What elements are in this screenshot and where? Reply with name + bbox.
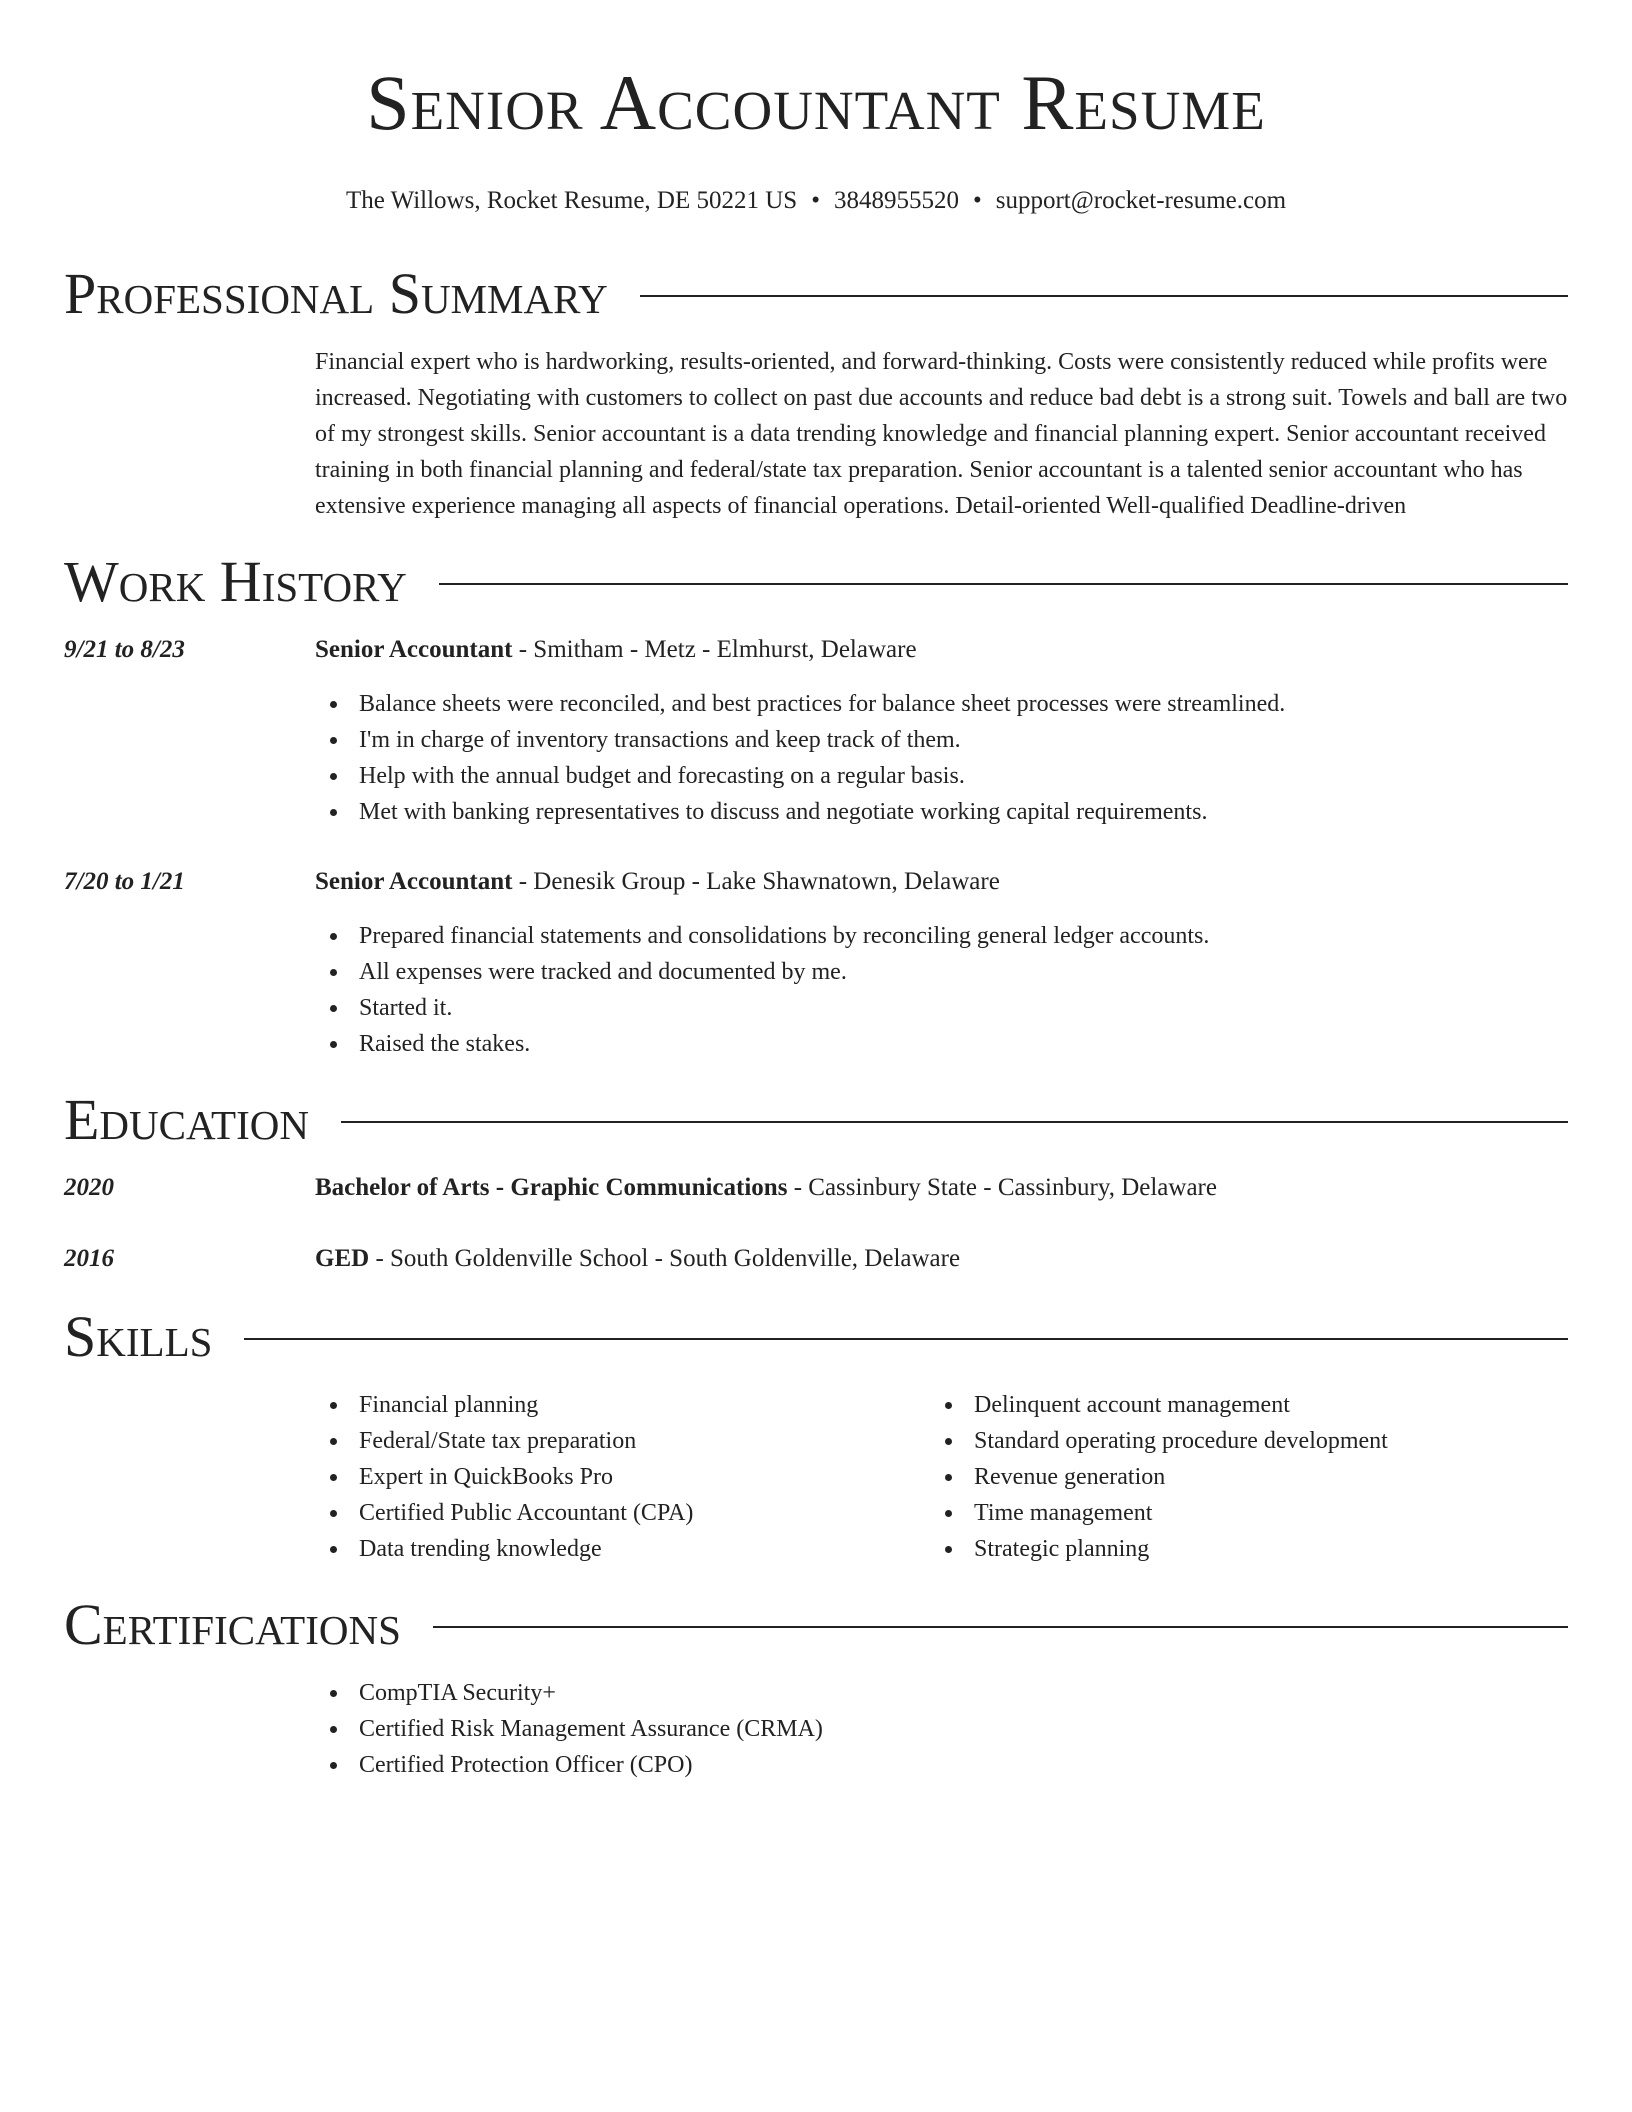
list-item: Balance sheets were reconciled, and best practices for balance sheet processes were streamlined.: [315, 686, 1568, 722]
certifications-list: [315, 1675, 1568, 1783]
list-item: Help with the annual budget and forecasting on a regular basis.: [315, 758, 1568, 794]
list-item: Expert in QuickBooks Pro: [315, 1459, 930, 1495]
certifications-spacer: [64, 1675, 315, 1783]
list-item: Prepared financial statements and consolidations by reconciling general ledger accounts.: [315, 918, 1568, 954]
job-details: - Denesik Group - Lake Shawnatown, Delaware: [512, 868, 1000, 895]
resume-title: Senior Accountant Resume: [366, 59, 1266, 146]
summary-spacer: [64, 344, 315, 524]
job-body: [315, 864, 1568, 1062]
list-item: Met with banking representatives to discuss and negotiate working capital requirements.: [315, 794, 1568, 830]
list-item: Certified Public Accountant (CPA): [315, 1495, 930, 1531]
education-entry: [64, 1241, 1568, 1277]
job-bullets: [315, 918, 1568, 1062]
certifications-heading: Certifications: [64, 1592, 401, 1657]
skills-spacer: [64, 1369, 315, 1567]
work-heading: Work History: [64, 549, 407, 614]
job-role: Senior Accountant: [315, 868, 513, 895]
list-item: Data trending knowledge: [315, 1531, 930, 1567]
certifications-section-heading: [64, 1593, 1568, 1657]
contact-phone: 3848955520: [833, 187, 959, 214]
job-bullets: [315, 686, 1568, 830]
list-item: Federal/State tax preparation: [315, 1423, 930, 1459]
education-details: - Cassinbury State - Cassinbury, Delaware: [787, 1174, 1217, 1201]
list-item: I'm in charge of inventory transactions and keep track of them.: [315, 722, 1568, 758]
summary-row: [64, 344, 1568, 524]
section-divider: [439, 583, 1568, 585]
contact-separator: •: [972, 187, 982, 214]
job-body: [315, 632, 1568, 830]
contact-separator: •: [811, 187, 820, 214]
skills-list-right: [930, 1387, 1545, 1567]
section-divider: [341, 1121, 1568, 1123]
summary-text: Financial expert who is hardworking, results-oriented, and forward-thinking. Costs were consistently reduced while profits were increased. Negotiating with customers to collect on past due accounts and reduce bad debt is a strong suit. Towels and ball are two of my strongest skills. Senior accountant is a data trending knowledge and financial planning expert. Senior accountant received training in both financial planning and federal/state tax preparation. Senior accountant is a talented senior accountant who has extensive experience managing all aspects of financial operations. Detail-oriented Well-qualified Deadline-driven: [315, 349, 1568, 519]
list-item: Standard operating procedure development: [930, 1423, 1545, 1459]
skills-list-left: [315, 1387, 930, 1567]
summary-section-heading: [64, 262, 1568, 326]
job-dates: 9/21 to 8/23: [64, 636, 185, 663]
list-item: All expenses were tracked and documented by me.: [315, 954, 1568, 990]
education-section-heading: [64, 1088, 1568, 1152]
education-degree: GED: [315, 1245, 370, 1272]
certifications-body: [315, 1675, 1568, 1783]
section-divider: [433, 1626, 1568, 1628]
job-role: Senior Accountant: [315, 636, 513, 663]
skills-section-heading: [64, 1305, 1568, 1369]
list-item: CompTIA Security+: [315, 1675, 1568, 1711]
education-year: 2020: [64, 1174, 114, 1201]
list-item: Started it.: [315, 990, 1568, 1026]
list-item: Time management: [930, 1495, 1545, 1531]
education-body: [315, 1170, 1568, 1206]
job-entry: [64, 632, 1568, 830]
skills-grid: [315, 1387, 1568, 1567]
skills-heading: Skills: [64, 1304, 213, 1369]
education-details: - South Goldenville School - South Goldenville, Delaware: [369, 1245, 961, 1272]
section-divider: [640, 295, 1568, 297]
summary-heading: Professional Summary: [64, 261, 608, 326]
skills-row: [64, 1369, 1568, 1567]
job-title-line: [315, 864, 1568, 900]
contact-line: [64, 186, 1568, 216]
job-dates: 7/20 to 1/21: [64, 868, 185, 895]
education-entry: [64, 1170, 1568, 1206]
certifications-row: [64, 1675, 1568, 1783]
list-item: Delinquent account management: [930, 1387, 1545, 1423]
list-item: Certified Risk Management Assurance (CRMA): [315, 1711, 1568, 1747]
job-details: - Smitham - Metz - Elmhurst, Delaware: [512, 636, 917, 663]
education-year: 2016: [64, 1245, 114, 1272]
contact-email: support@rocket-resume.com: [995, 187, 1287, 214]
list-item: Certified Protection Officer (CPO): [315, 1747, 1568, 1783]
education-heading: Education: [64, 1087, 309, 1152]
job-title-line: [315, 632, 1568, 668]
list-item: Revenue generation: [930, 1459, 1545, 1495]
education-body: [315, 1241, 1568, 1277]
education-degree: Bachelor of Arts - Graphic Communications: [315, 1174, 788, 1201]
section-divider: [244, 1338, 1568, 1340]
list-item: Strategic planning: [930, 1531, 1545, 1567]
work-section-heading: [64, 550, 1568, 614]
job-entry: [64, 864, 1568, 1062]
list-item: Financial planning: [315, 1387, 930, 1423]
list-item: Raised the stakes.: [315, 1026, 1568, 1062]
contact-address: The Willows, Rocket Resume, DE 50221 US: [345, 187, 798, 214]
